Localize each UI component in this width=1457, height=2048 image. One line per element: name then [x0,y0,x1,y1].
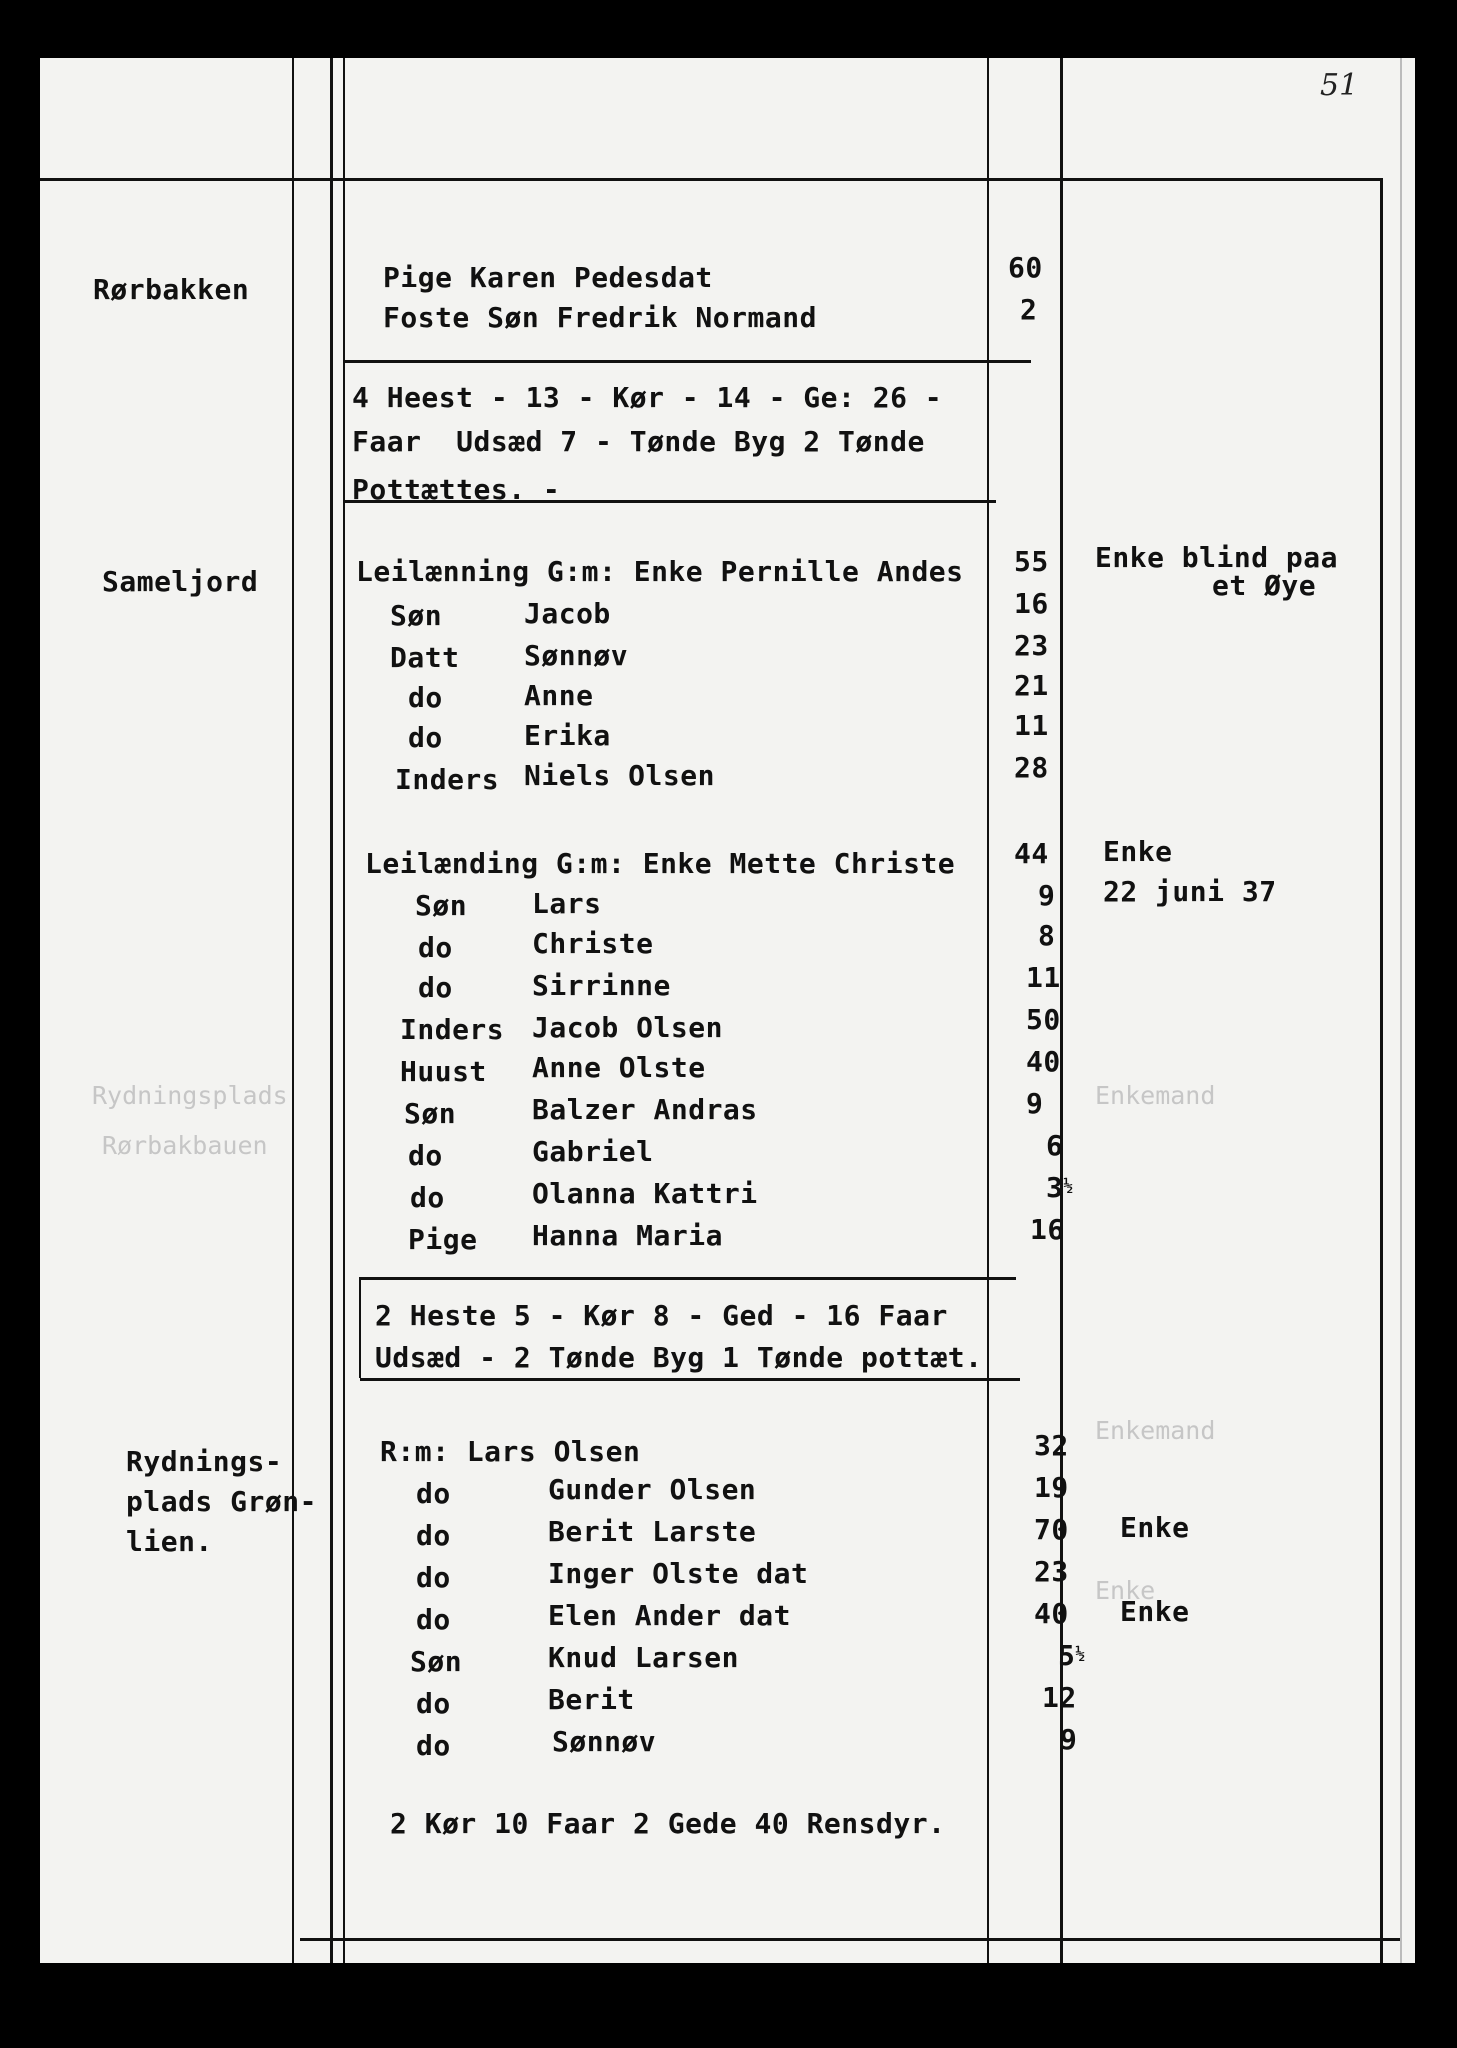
person-name: Erika [524,719,611,752]
person-name: Berit Larste [548,1515,757,1548]
person-age: 16 [1030,1213,1065,1246]
household-head: Leilænding G:m: Enke Mette Christe [365,847,956,880]
person-name: Foste Søn Fredrik Normand [383,301,817,334]
person-name: Jacob [524,597,611,630]
person-age: 19 [1034,1471,1069,1504]
relation: do [416,1603,451,1636]
person-age: $5^{\frac{1}{2}}$ [1058,1639,1086,1672]
person-name: Pige Karen Pedesdat [383,261,713,294]
column-rule [987,58,989,1963]
person-name: Anne [524,679,594,712]
person-age: 9 [1060,1723,1078,1756]
place-name: plads Grøn- [126,1485,317,1518]
relation: do [408,1139,443,1172]
relation: Inders [395,763,500,796]
relation: Inders [400,1013,505,1046]
relation: do [416,1687,451,1720]
section-rule [343,360,1031,363]
margin-rule [1400,58,1402,1963]
remark: et Øye [1212,569,1317,602]
livestock-line: 2 Heste 5 - Kør 8 - Ged - 16 Faar [375,1299,948,1332]
person-age: 2 [1020,293,1038,326]
person-name: Berit [548,1683,635,1716]
bleedthrough-text: Enkemand [1095,1416,1216,1445]
person-age: 60 [1008,251,1043,284]
bleedthrough-text: Enke [1095,1576,1156,1605]
place-name: Rydnings- [126,1445,283,1478]
person-name: Anne Olste [532,1051,706,1084]
person-age: 40 [1034,1597,1069,1630]
person-age: 44 [1014,837,1049,870]
page-number: 51 [1320,68,1359,103]
bottom-rule [300,1938,1400,1941]
livestock-line: 4 Heest - 13 - Kør - 14 - Ge: 26 - [352,381,943,414]
remark: Enke [1120,1511,1190,1544]
column-rule [343,58,345,1963]
person-name: Niels Olsen [524,759,715,792]
bleedthrough-text: Rørbakbauen [102,1131,268,1160]
person-name: Sønnøv [552,1725,657,1758]
person-name: Gunder Olsen [548,1473,757,1506]
person-age: 21 [1014,669,1049,702]
person-age: 40 [1026,1045,1061,1078]
bleedthrough-text: Enkemand [1095,1081,1216,1110]
remark: Enke [1120,1595,1190,1628]
relation: do [416,1477,451,1510]
relation: do [408,681,443,714]
section-rule [360,1378,1020,1381]
person-name: Inger Olste dat [548,1557,809,1590]
person-age: 50 [1026,1003,1061,1036]
relation: do [416,1519,451,1552]
person-age: 70 [1034,1513,1069,1546]
person-age: 28 [1014,751,1049,784]
person-age: 11 [1026,961,1061,994]
person-age: 16 [1014,587,1049,620]
remark: Enke [1103,835,1173,868]
livestock-line: 2 Kør 10 Faar 2 Gede 40 Rensdyr. [390,1807,946,1840]
relation: do [408,721,443,754]
relation: Søn [390,599,443,632]
column-rule [330,58,333,1963]
column-rule [292,58,294,1963]
relation: do [416,1561,451,1594]
person-age: 23 [1014,629,1049,662]
remark: Enke blind paa [1095,541,1339,574]
place-name: Rørbakken [93,273,250,306]
person-age: 55 [1014,545,1049,578]
livestock-line: Udsæd - 2 Tønde Byg 1 Tønde pottæt. [375,1341,983,1374]
person-name: Knud Larsen [548,1641,739,1674]
livestock-line: Faar Udsæd 7 - Tønde Byg 2 Tønde [352,425,925,458]
remark: 22 juni 37 [1103,875,1277,908]
household-head: R:m: Lars Olsen [380,1435,641,1468]
household-head: Leilænning G:m: Enke Pernille Andes [356,555,964,588]
person-name: Christe [532,927,654,960]
header-rule [40,178,1383,181]
livestock-line: Pottættes. - [352,473,561,506]
person-age: 6 [1046,1129,1064,1162]
relation: do [416,1729,451,1762]
person-name: Lars [532,887,602,920]
relation: Søn [404,1097,457,1130]
person-age: 11 [1014,709,1049,742]
person-name: Elen Ander dat [548,1599,792,1632]
person-age: 8 [1038,919,1056,952]
person-age: 9 [1038,879,1056,912]
relation: Datt [390,641,460,674]
person-name: Gabriel [532,1135,654,1168]
person-name: Jacob Olsen [532,1011,723,1044]
column-rule [1380,178,1383,1963]
person-name: Sønnøv [524,639,629,672]
relation: Søn [410,1645,463,1678]
person-age: 9 [1026,1087,1044,1120]
relation: Pige [408,1223,478,1256]
relation: Søn [415,889,468,922]
relation: do [410,1181,445,1214]
person-age: 32 [1034,1429,1069,1462]
place-name: lien. [126,1525,213,1558]
person-name: Hanna Maria [532,1219,723,1252]
person-age: 12 [1042,1681,1077,1714]
relation: Huust [400,1055,487,1088]
section-rule [360,1277,1016,1280]
person-name: Sirrinne [532,969,671,1002]
section-rule [359,1277,361,1378]
relation: do [418,971,453,1004]
person-name: Balzer Andras [532,1093,758,1126]
place-name: Sameljord [102,565,259,598]
person-name: Olanna Kattri [532,1177,758,1210]
relation: do [418,931,453,964]
person-age: $3^{\frac{1}{2}}$ [1046,1171,1074,1204]
ledger-sheet [40,58,1415,1963]
person-age: 23 [1034,1555,1069,1588]
bleedthrough-text: Rydningsplads [92,1081,288,1110]
